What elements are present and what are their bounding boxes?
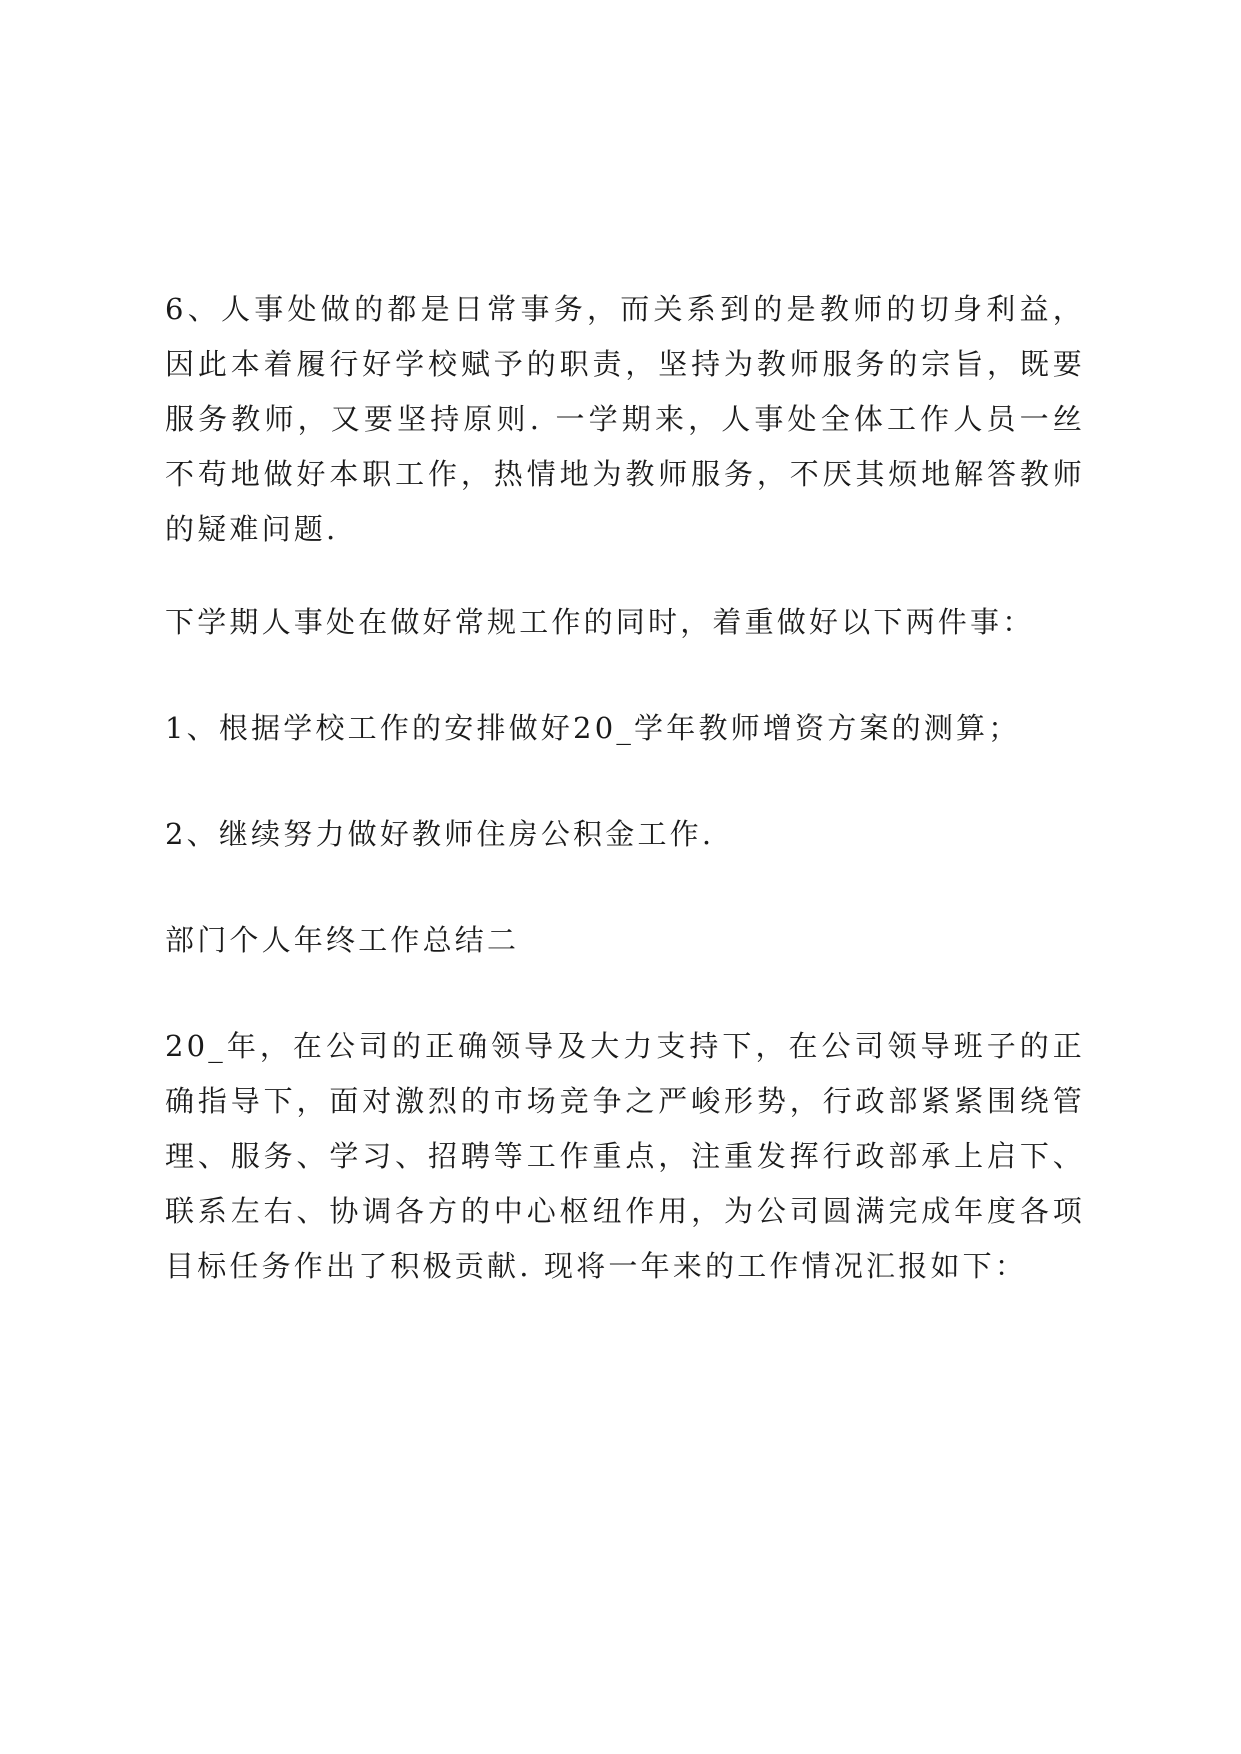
list-item-salary-plan: 1、根据学校工作的安排做好20_学年教师增资方案的测算； <box>165 711 1021 745</box>
paragraph-annual-report: 20_年，在公司的正确领导及大力支持下，在公司领导班子的正确指导下，面对激烈的市场竞争之严峻形势，行政部紧紧围绕管理、服务、学习、招聘等工作重点，注重发挥行政部承上启下、联系左右、协调各方的中心枢纽作用，为公司圆满完成年度各项目标任务作出了积极贡献. 现将一年来的工作情况汇报如下： <box>165 1029 1085 1283</box>
list-item-housing-fund: 2、继续努力做好教师住房公积金工作. <box>165 817 715 851</box>
paragraph-next-term-intro: 下学期人事处在做好常规工作的同时，着重做好以下两件事： <box>165 605 1035 639</box>
section-heading-summary-two: 部门个人年终工作总结二 <box>165 923 520 957</box>
document-body <box>165 282 1085 1294</box>
paragraph-hr-daily-affairs: 6、人事处做的都是日常事务，而关系到的是教师的切身利益，因此本着履行好学校赋予的职责，坚持为教师服务的宗旨，既要服务教师，又要坚持原则. 一学期来，人事处全体工作人员一丝不苟地做好本职工作，热情地为教师服务，不厌其烦地解答教师的疑难问题. <box>165 292 1085 546</box>
